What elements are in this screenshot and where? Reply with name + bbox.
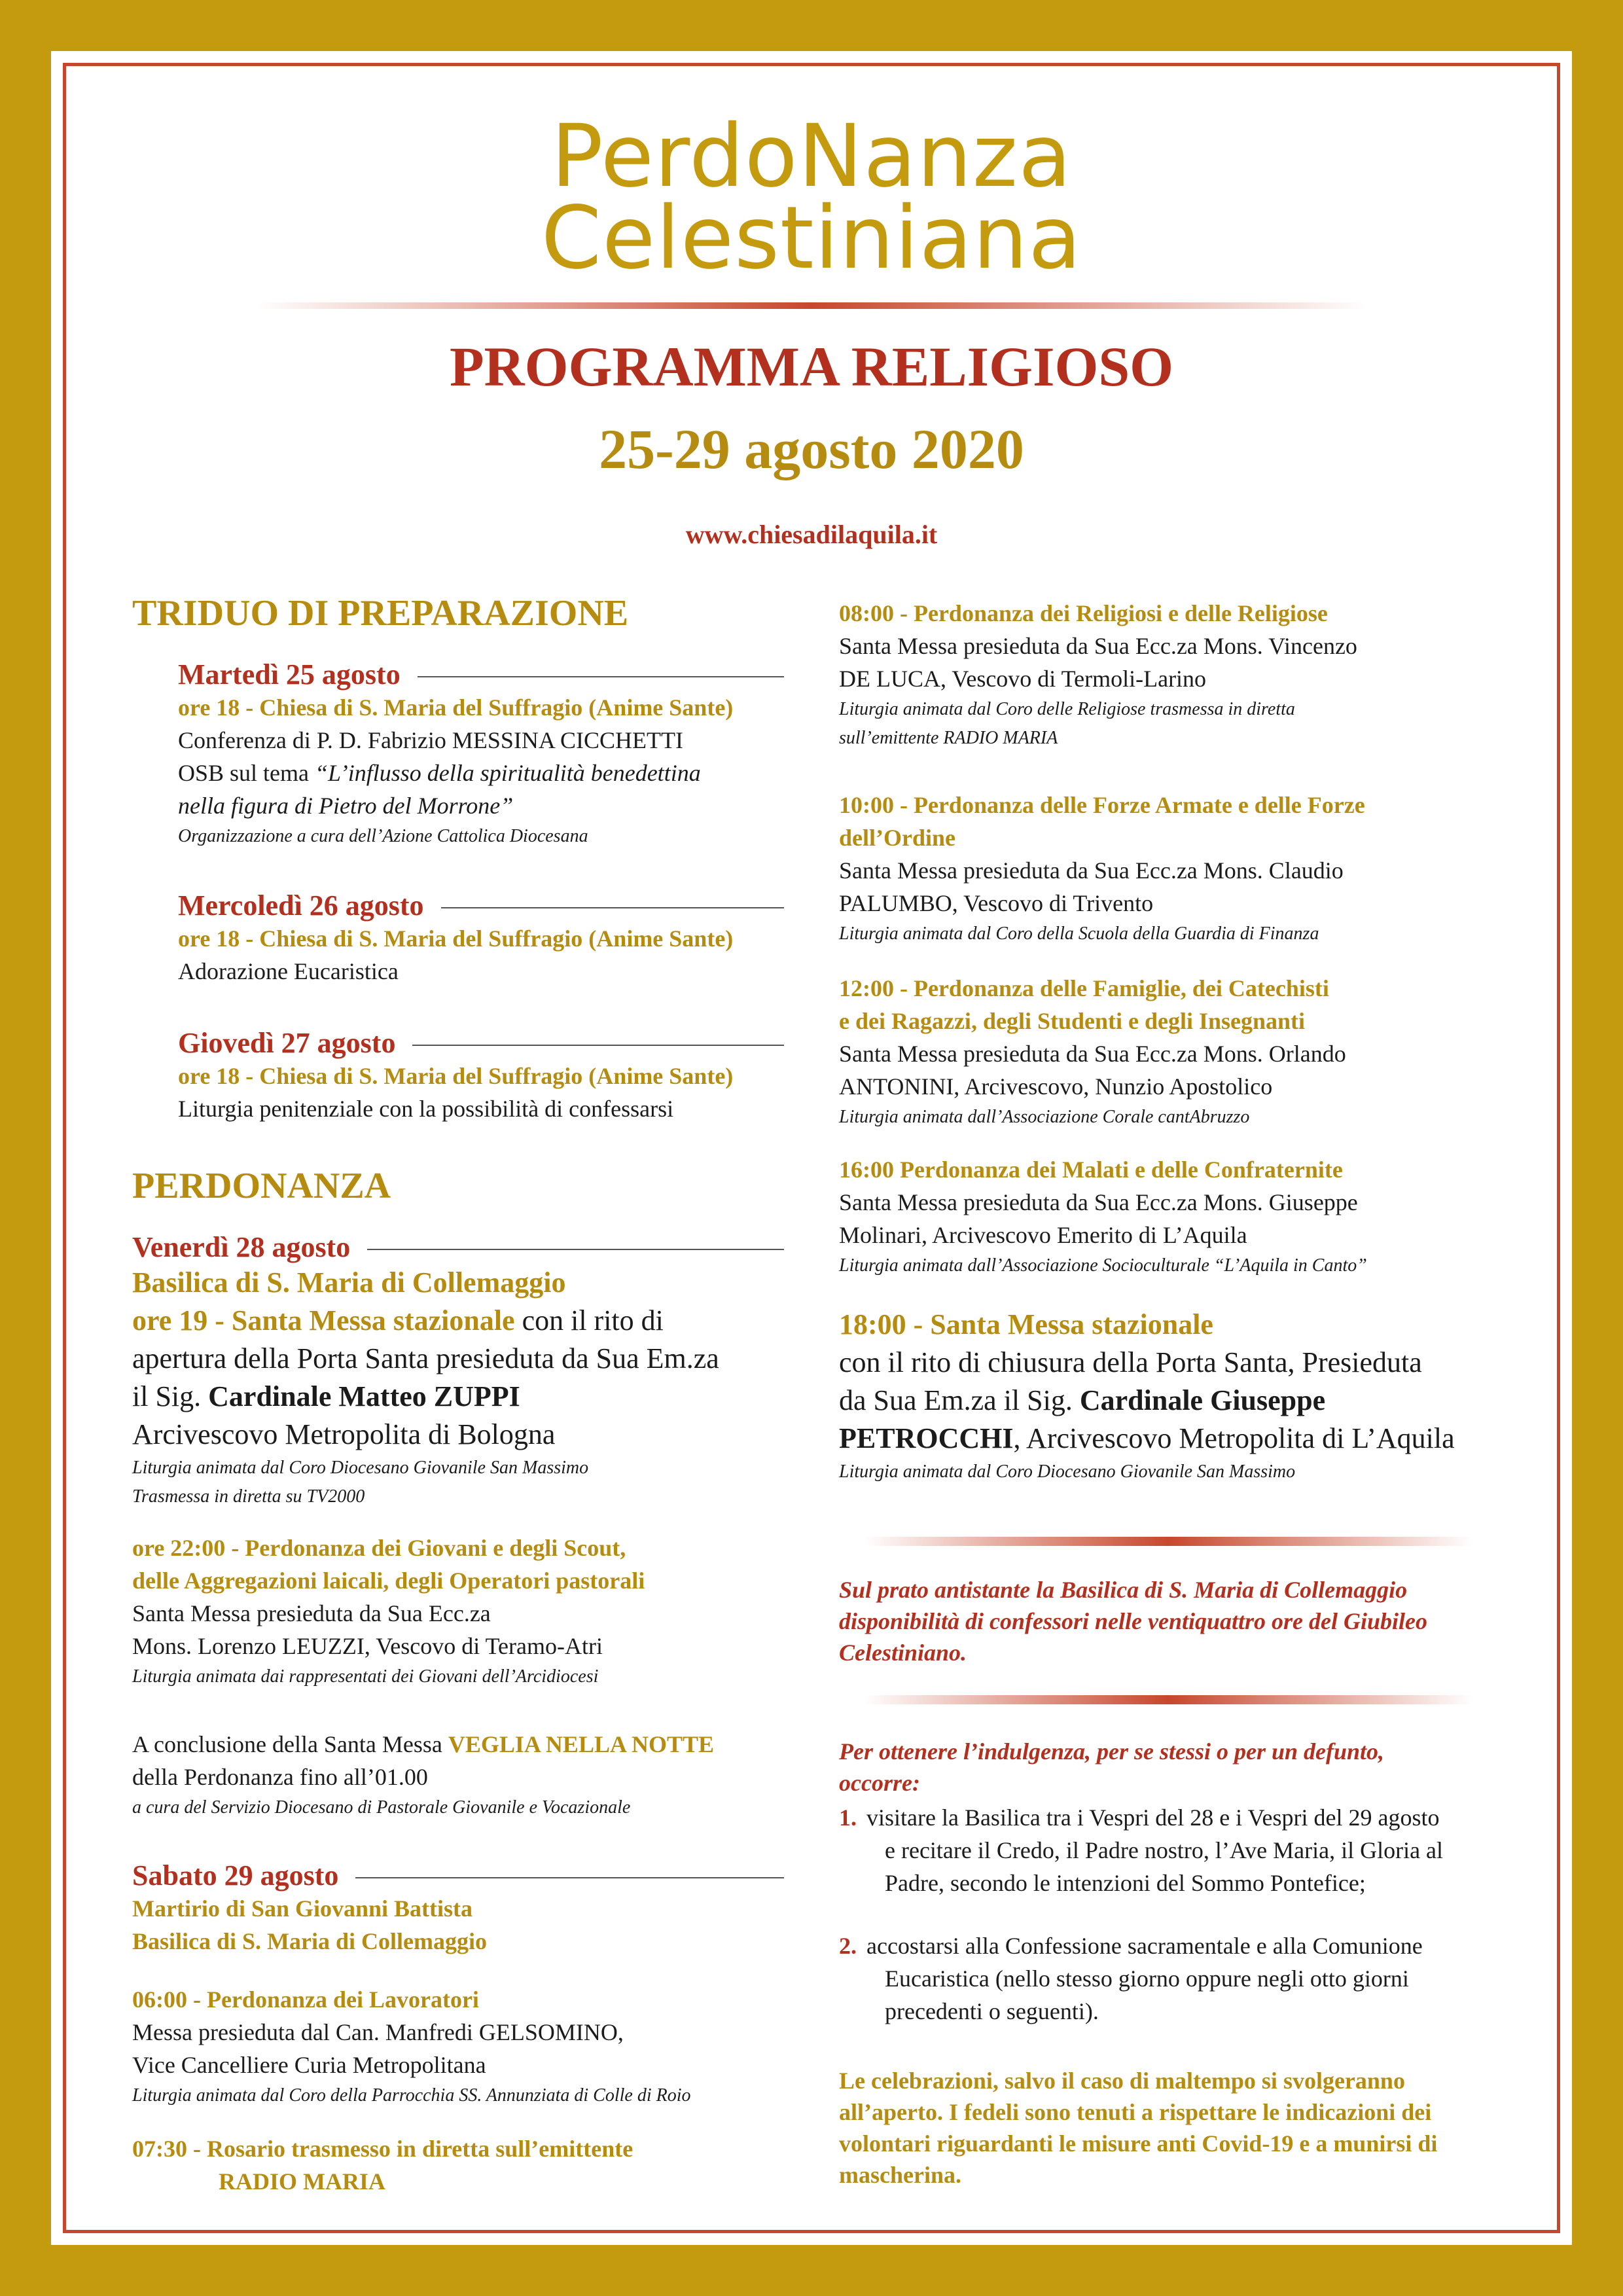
event-title: RADIO MARIA	[219, 2168, 385, 2195]
event-text: DE LUCA, Vescovo di Termoli-Larino	[839, 666, 1207, 692]
event-note: Organizzazione a cura dell’Azione Cattolica Diocesana	[178, 826, 588, 846]
event-title: 12:00 - Perdonanza delle Famiglie, dei Catechisti	[839, 975, 1329, 1001]
event-title: e dei Ragazzi, degli Studenti e degli Insegnanti	[839, 1008, 1306, 1034]
event-text: Adorazione Eucaristica	[178, 958, 399, 984]
event-saturday	[132, 1859, 784, 1958]
event-stazionale	[839, 1306, 1533, 1486]
notice-text: Celestiniano.	[839, 1640, 967, 1666]
event-text: con il rito di chiusura della Porta Santa, Presieduta	[839, 1346, 1422, 1378]
notice-text: disponibilità di confessori nelle ventiquattro ore del Giubileo	[839, 1608, 1428, 1634]
event-text: Messa presieduta dal Can. Manfredi GELSOMINO,	[132, 2019, 624, 2045]
perdonanza-heading: PERDONANZA	[132, 1166, 391, 1206]
event-thursday	[178, 1026, 784, 1125]
indulgenza-intro: Per ottenere l’indulgenza, per se stessi o per un defunto,	[839, 1738, 1385, 1765]
event-text: Conferenza di P. D. Fabrizio MESSINA CICCHETTI	[178, 727, 683, 753]
day-heading: Sabato 29 agosto	[132, 1859, 784, 1892]
logo-line-1: PerdoNanza	[550, 106, 1073, 207]
event-rosario	[132, 2132, 787, 2198]
notice-text: Sul prato antistante la Basilica di S. Maria di Collemaggio	[839, 1577, 1408, 1603]
event-text: Arcivescovo Metropolita di Bologna	[132, 1418, 556, 1450]
event-note: Liturgia animata dai rappresentati dei Giovani dell’Arcidiocesi	[132, 1666, 599, 1687]
event-text: PALUMBO, Vescovo di Trivento	[839, 890, 1154, 916]
notice-text: volontari riguardanti le misure anti Covid-19 e a munirsi di	[839, 2130, 1438, 2157]
event-time: ore 18 - Chiesa di S. Maria del Suffragio (Anime Sante)	[178, 694, 734, 721]
event-text: nella figura di Pietro del Morrone”	[178, 793, 514, 819]
list-item: 1. visitare la Basilica tra i Vespri del 28 e i Vespri del 29 agosto e recitare il Credo, il Padre nostro, l’Ave Maria, il Gloria al Padre, secondo le intenzioni del Sommo Pontefice;	[839, 1804, 1444, 1896]
event-note: Liturgia animata dal Coro della Scuola della Guardia di Finanza	[839, 924, 1319, 944]
triduo-heading: TRIDUO DI PREPARAZIONE	[132, 593, 629, 634]
event-title: delle Aggregazioni laicali, degli Operatori pastorali	[132, 1568, 645, 1594]
notice-text: mascherina.	[839, 2162, 961, 2188]
day-heading: Giovedì 27 agosto	[178, 1026, 784, 1060]
event-text: il Sig. Cardinale Matteo ZUPPI	[132, 1380, 520, 1412]
event-text: PETROCCHI, Arcivescovo Metropolita di L’Aquila	[839, 1422, 1455, 1454]
event-note: Trasmessa in diretta su TV2000	[132, 1486, 365, 1507]
list-item: 2. accostarsi alla Confessione sacramentale e alla Comunione Eucaristica (nello stesso giorno oppure negli otto giorni precedenti o seguenti).	[839, 1933, 1423, 2024]
event-wednesday	[178, 889, 784, 988]
event-text: apertura della Porta Santa presieduta da Sua Em.za	[132, 1342, 719, 1374]
event-text: da Sua Em.za il Sig. Cardinale Giuseppe	[839, 1384, 1326, 1416]
event-text: Santa Messa presieduta da Sua Ecc.za Mons. Vincenzo	[839, 633, 1357, 659]
event-text: Santa Messa presieduta da Sua Ecc.za	[132, 1600, 491, 1626]
event-time: ore 18 - Chiesa di S. Maria del Suffragio (Anime Sante)	[178, 1063, 734, 1089]
notice-text: Le celebrazioni, salvo il caso di maltempo si svolgeranno	[839, 2068, 1405, 2094]
event-text: A conclusione della Santa Messa VEGLIA NELLA NOTTE	[132, 1731, 715, 1757]
event-text: Santa Messa presieduta da Sua Ecc.za Mons. Claudio	[839, 857, 1344, 884]
header-divider	[255, 302, 1368, 309]
indulgenza-section	[839, 1736, 1539, 2028]
event-text: Vice Cancelliere Curia Metropolitana	[132, 2052, 486, 2078]
notice-text: all’aperto. I fedeli sono tenuti a rispettare le indicazioni dei	[839, 2099, 1432, 2125]
event-title: 16:00 Perdonanza dei Malati e delle Confraternite	[839, 1157, 1343, 1183]
day-heading: Venerdì 28 agosto	[132, 1230, 784, 1264]
celebrazioni-notice	[839, 2065, 1539, 2191]
event-text: Mons. Lorenzo LEUZZI, Vescovo di Teramo-Atri	[132, 1633, 603, 1659]
event-note: Liturgia animata dal Coro Diocesano Giovanile San Massimo	[839, 1462, 1296, 1482]
event-text: Santa Messa presieduta da Sua Ecc.za Mons. Orlando	[839, 1041, 1346, 1067]
event-note: Liturgia animata dal Coro delle Religiose trasmessa in diretta	[839, 699, 1295, 719]
event-title: dell’Ordine	[839, 825, 955, 851]
event-religiosi	[839, 597, 1520, 753]
event-note: Liturgia animata dal Coro della Parrocchia SS. Annunziata di Colle di Roio	[132, 2085, 691, 2106]
event-title: 10:00 - Perdonanza delle Forze Armate e delle Forze	[839, 792, 1365, 818]
event-text: OSB sul tema “L’influsso della spiritualità benedettina	[178, 760, 701, 786]
event-place: Basilica di S. Maria di Collemaggio	[132, 1266, 566, 1299]
event-title: 18:00 - Santa Messa stazionale	[839, 1308, 1213, 1340]
event-lavoratori	[132, 1983, 800, 2110]
confessori-notice	[839, 1574, 1533, 1668]
event-malati	[839, 1153, 1533, 1280]
logo-line-2: Celestiniana	[541, 188, 1082, 289]
event-note: Liturgia animata dall’Associazione Corale cantAbruzzo	[839, 1107, 1250, 1127]
section-divider	[864, 1537, 1472, 1546]
section-divider	[864, 1695, 1472, 1704]
day-heading: Mercoledì 26 agosto	[178, 889, 784, 922]
event-note: Liturgia animata dal Coro Diocesano Giovanile San Massimo	[132, 1458, 589, 1478]
event-veglia	[132, 1728, 787, 1822]
event-title: ore 22:00 - Perdonanza dei Giovani e degli Scout,	[132, 1535, 626, 1561]
indulgenza-intro: occorre:	[839, 1770, 920, 1796]
event-note: sull’emittente RADIO MARIA	[839, 728, 1058, 748]
event-note: Liturgia animata dall’Associazione Socioculturale “L’Aquila in Canto”	[839, 1255, 1367, 1276]
event-title: 08:00 - Perdonanza dei Religiosi e delle Religiose	[839, 600, 1328, 626]
event-text: della Perdonanza fino all’01.00	[132, 1764, 428, 1790]
event-time: ore 18 - Chiesa di S. Maria del Suffragio (Anime Sante)	[178, 925, 734, 952]
event-title: 07:30 - Rosario trasmesso in diretta sull’emittente	[132, 2136, 633, 2162]
event-text: Liturgia penitenziale con la possibilità di confessarsi	[178, 1096, 674, 1122]
event-giovani	[132, 1532, 787, 1691]
event-text: ore 19 - Santa Messa stazionale con il rito di	[132, 1304, 664, 1336]
event-text: Basilica di S. Maria di Collemaggio	[132, 1928, 488, 1954]
event-text: Martirio di San Giovanni Battista	[132, 1895, 473, 1922]
event-tuesday	[178, 658, 784, 851]
day-heading: Martedì 25 agosto	[178, 658, 784, 691]
event-forze	[839, 789, 1520, 948]
event-text: ANTONINI, Arcivescovo, Nunzio Apostolico	[839, 1073, 1273, 1100]
event-text: Molinari, Arcivescovo Emerito di L’Aquila	[839, 1222, 1247, 1248]
event-friday	[132, 1230, 784, 1511]
website-link[interactable]: www.chiesadilaquila.it	[685, 520, 938, 549]
event-text: Santa Messa presieduta da Sua Ecc.za Mons. Giuseppe	[839, 1189, 1358, 1215]
event-title: 06:00 - Perdonanza dei Lavoratori	[132, 1986, 479, 2013]
page-title: PROGRAMMA RELIGIOSO	[449, 335, 1174, 398]
event-note: a cura del Servizio Diocesano di Pastorale Giovanile e Vocazionale	[132, 1797, 631, 1818]
event-famiglie	[839, 972, 1520, 1132]
page-dates: 25-29 agosto 2020	[599, 418, 1024, 480]
